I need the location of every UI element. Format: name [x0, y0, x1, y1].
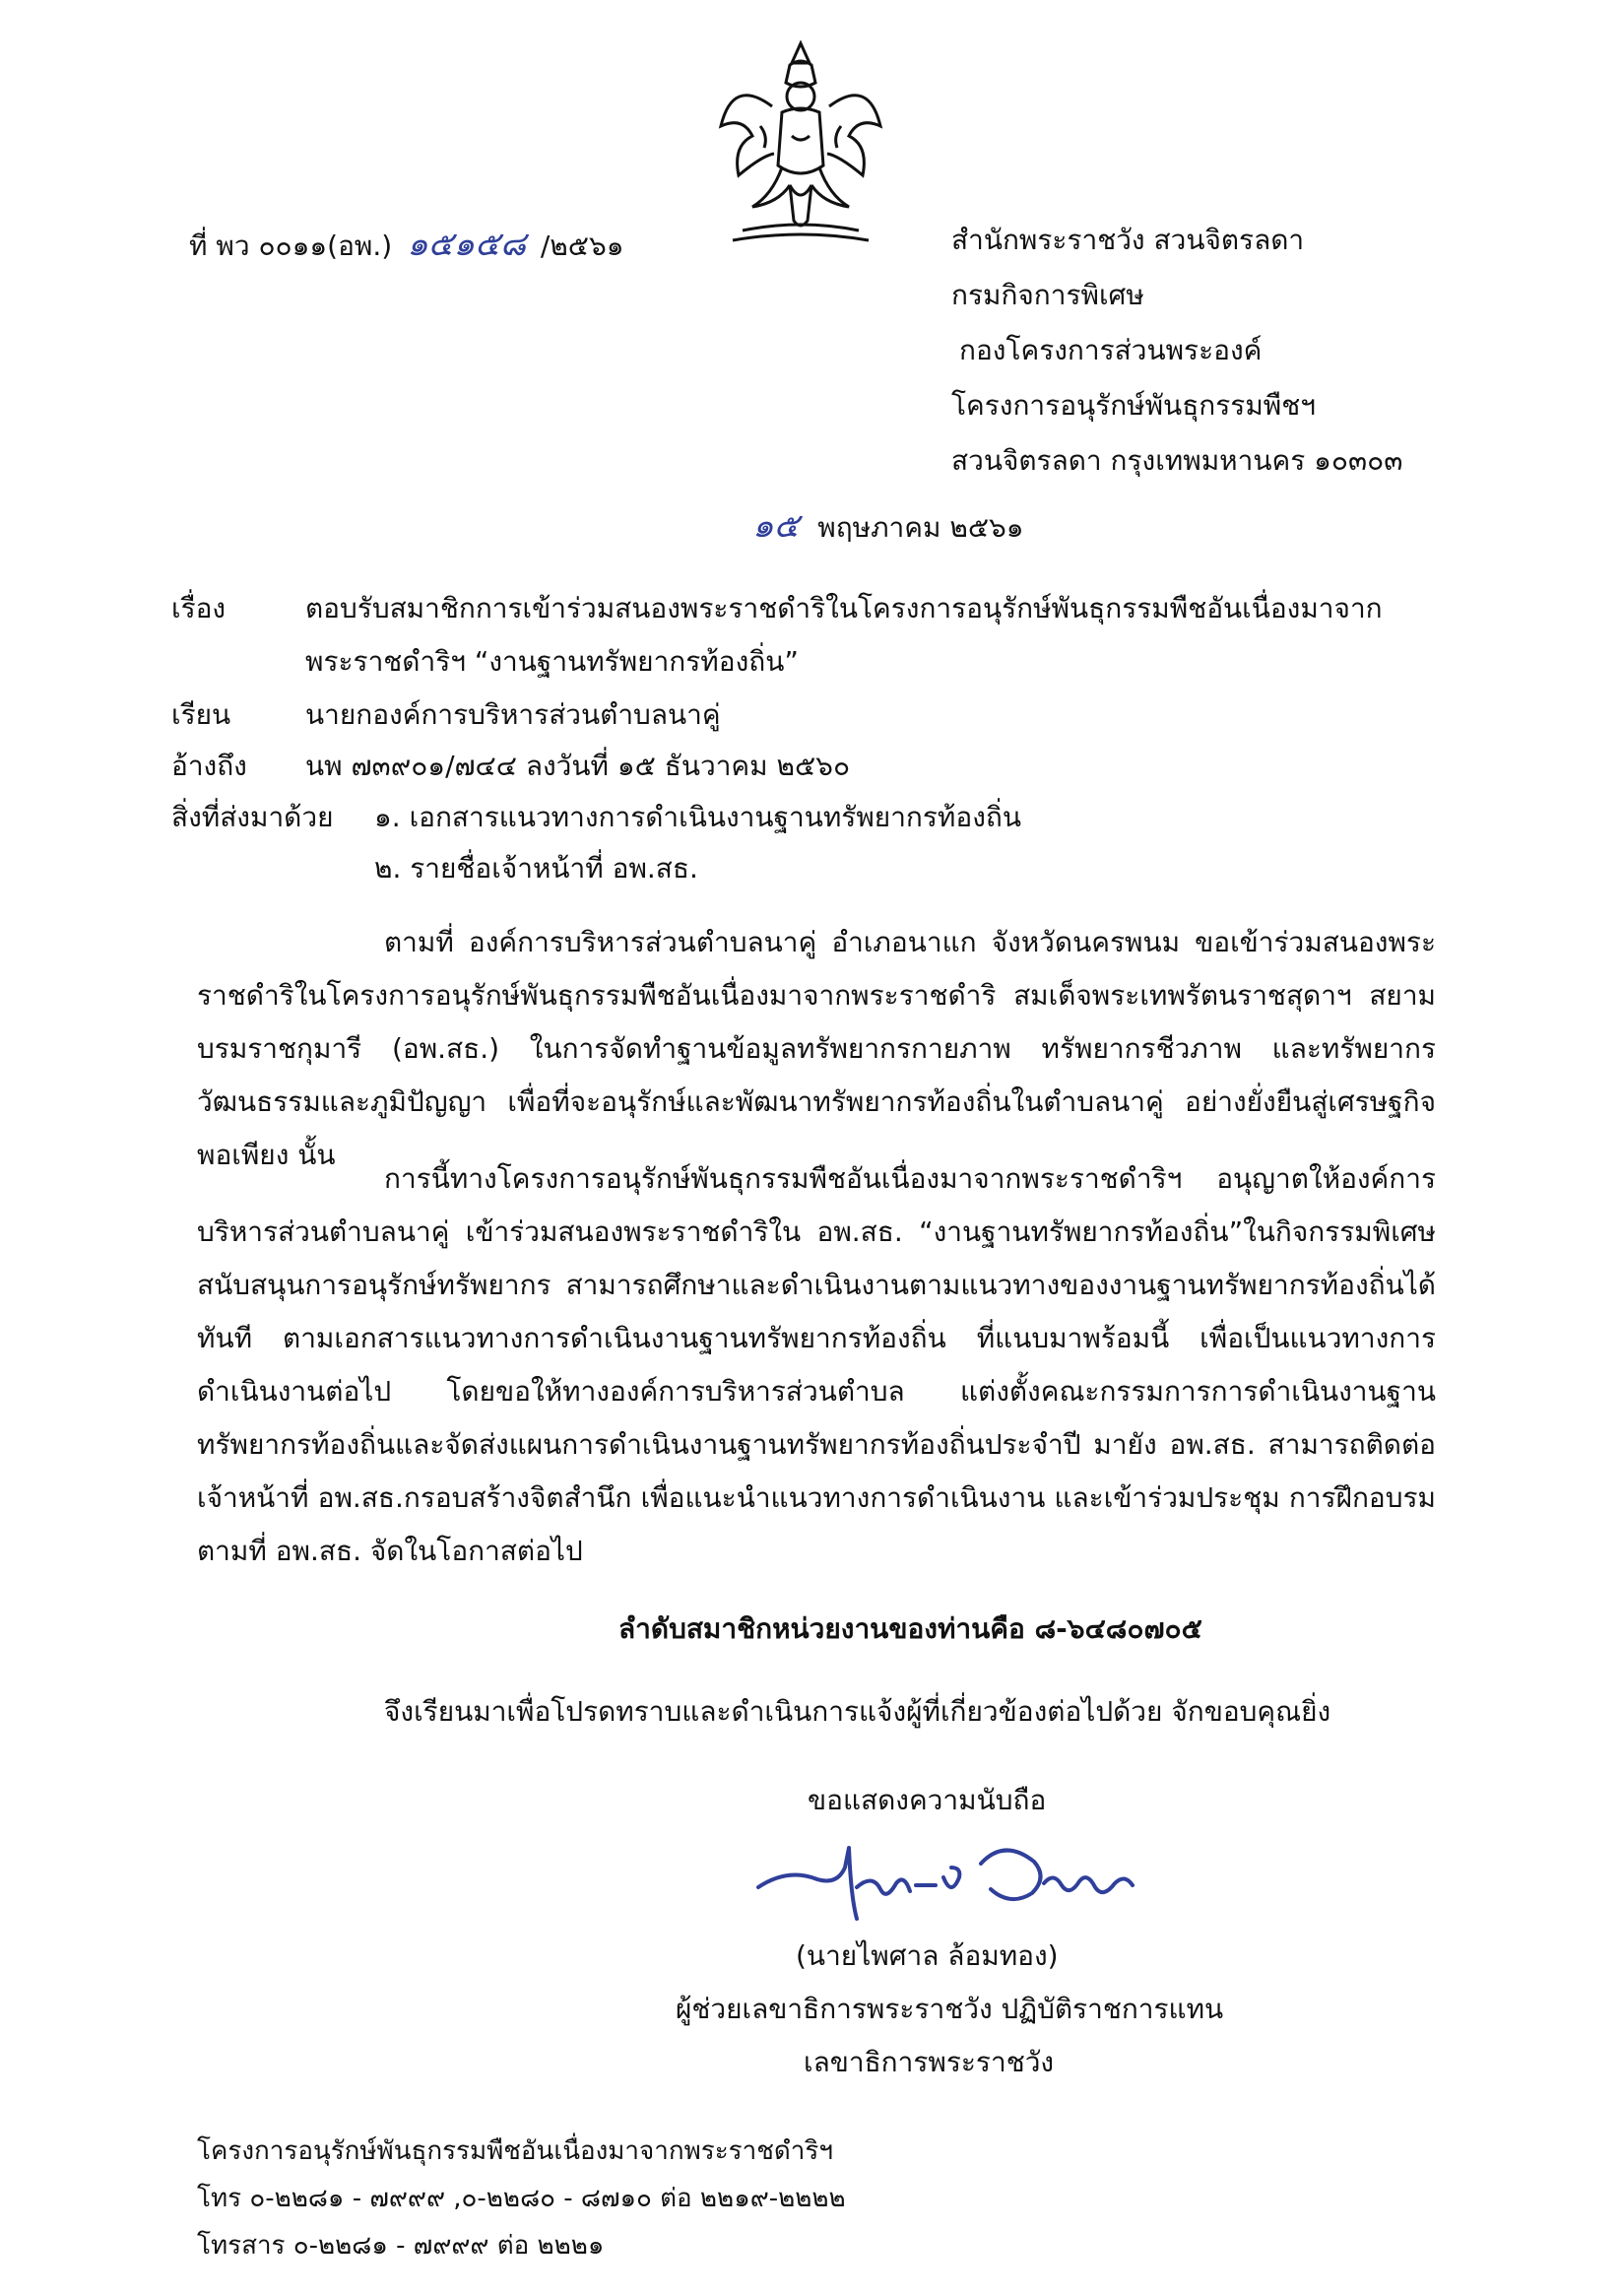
footer-phone: โทร ๐-๒๒๘๑ - ๗๙๙๙ ,๐-๒๒๘๐ - ๘๗๑๐ ต่อ ๒๒๑๙-๒๒๒๒ [197, 2184, 846, 2213]
date-month-year: พฤษภาคม ๒๕๖๑ [817, 511, 1024, 544]
letter-date [752, 504, 1024, 548]
department-line-2: กรมกิจการพิเศษ [951, 279, 1144, 311]
reference-number [189, 223, 624, 266]
body-paragraph-1 [197, 916, 1436, 1182]
reference-suffix: /๒๕๖๑ [540, 230, 624, 262]
body-paragraph-2-text: การนี้ทางโครงการอนุรักษ์พันธุกรรมพืชอันเนื่องมาจากพระราชดำริฯ อนุญาตให้องค์การบริหารส่วนตำบลนาคู่ เข้าร่วมสนองพระราชดำริใน อพ.สธ. “งานฐานทรัพยากรท้องถิ่น”ในกิจกรรมพิเศษสนับสนุนการอนุรักษ์ทรัพยากร สามารถศึกษาและดำเนินงานตามแนวทางของงานฐานทรัพยากรท้องถิ่นได้ทันที ตามเอกสารแนวทางการดำเนินงานฐานทรัพยากรท้องถิ่น ที่แนบมาพร้อมนี้ เพื่อเป็นแนวทางการดำเนินงานต่อไป โดยขอให้ทางองค์การบริหารส่วนตำบล แต่งตั้งคณะกรรมการการดำเนินงานฐานทรัพยากรท้องถิ่นและจัดส่งแผนการดำเนินงานฐานทรัพยากรท้องถิ่นประจำปี มายัง อพ.สธ. สามารถติดต่อเจ้าหน้าที่ อพ.สธ.กรอบสร้างจิตสำนึก เพื่อแนะนำแนวทางการดำเนินงาน และเข้าร่วมประชุม การฝึกอบรม ตามที่ อพ.สธ. จัดในโอกาสต่อไป [197, 1162, 1436, 1567]
department-line-4: โครงการอนุรักษ์พันธุกรรมพืชฯ [951, 389, 1316, 422]
enclosure-item-2: ๒. รายชื่อเจ้าหน้าที่ อพ.สธ. [374, 852, 698, 885]
signer-title-2: เลขาธิการพระราชวัง [804, 2046, 1055, 2078]
closing-request: จึงเรียนมาเพื่อโปรดทราบและดำเนินการแจ้งผู้ที่เกี่ยวข้องต่อไปด้วย จักขอบคุณยิ่ง [384, 1695, 1331, 1728]
garuda-emblem [713, 37, 888, 252]
reference-value: นพ ๗๓๙๐๑/๗๔๔ ลงวันที่ ๑๕ ธันวาคม ๒๕๖๐ [305, 750, 851, 782]
department-line-3: กองโครงการส่วนพระองค์ [959, 334, 1263, 366]
footer-office: โครงการอนุรักษ์พันธุกรรมพืชอันเนื่องมาจากพระราชดำริฯ [197, 2136, 833, 2166]
reference-number-handwritten: ๑๕๑๕๘ [407, 225, 526, 264]
recipient-value: นายกองค์การบริหารส่วนตำบลนาคู่ [305, 698, 721, 731]
subject-line-2: พระราชดำริฯ “งานฐานทรัพยากรท้องถิ่น” [305, 645, 799, 678]
subject-label: เรื่อง [171, 592, 227, 624]
subject-line-1: ตอบรับสมาชิกการเข้าร่วมสนองพระราชดำริในโครงการอนุรักษ์พันธุกรรมพืชอันเนื่องมาจาก [305, 592, 1383, 624]
salutation: ขอแสดงความนับถือ [808, 1784, 1047, 1816]
enclosure-label: สิ่งที่ส่งมาด้วย [171, 801, 334, 833]
date-day-handwritten: ๑๕ [752, 506, 800, 546]
body-paragraph-1-text: ตามที่ องค์การบริหารส่วนตำบลนาคู่ อำเภอนาแก จังหวัดนครพนม ขอเข้าร่วมสนองพระราชดำริในโครงการอนุรักษ์พันธุกรรมพืชอันเนื่องมาจากพระราชดำริ สมเด็จพระเทพรัตนราชสุดาฯ สยามบรมราชกุมารี (อพ.สธ.) ในการจัดทำฐานข้อมูลทรัพยากรกายภาพ ทรัพยากรชีวภาพ และทรัพยากรวัฒนธรรมและภูมิปัญญา เพื่อที่จะอนุรักษ์และพัฒนาทรัพยากรท้องถิ่นในตำบลนาคู่ อย่างยั่งยืนสู่เศรษฐกิจพอเพียง นั้น [197, 926, 1436, 1171]
signer-name: (นายไพศาล ล้อมทอง) [796, 1939, 1059, 1972]
footer-fax: โทรสาร ๐-๒๒๘๑ - ๗๙๙๙ ต่อ ๒๒๒๑ [197, 2231, 605, 2261]
member-number-line: ลำดับสมาชิกหน่วยงานของท่านคือ ๘-๖๔๘๐๗๐๕ [618, 1612, 1202, 1645]
reference-label: อ้างถึง [171, 750, 247, 782]
reference-prefix: ที่ พว ๐๐๑๑(อพ.) [189, 230, 393, 262]
handwritten-signature [748, 1828, 1142, 1936]
department-line-1: สำนักพระราชวัง สวนจิตรลดา [951, 224, 1305, 256]
department-line-5: สวนจิตรลดา กรุงเทพมหานคร ๑๐๓๐๓ [951, 444, 1403, 477]
recipient-label: เรียน [171, 698, 231, 731]
enclosure-item-1: ๑. เอกสารแนวทางการดำเนินงานฐานทรัพยากรท้องถิ่น [374, 801, 1021, 833]
signer-title-1: ผู้ช่วยเลขาธิการพระราชวัง ปฏิบัติราชการแทน [676, 1993, 1224, 2025]
body-paragraph-2 [197, 1152, 1436, 1578]
